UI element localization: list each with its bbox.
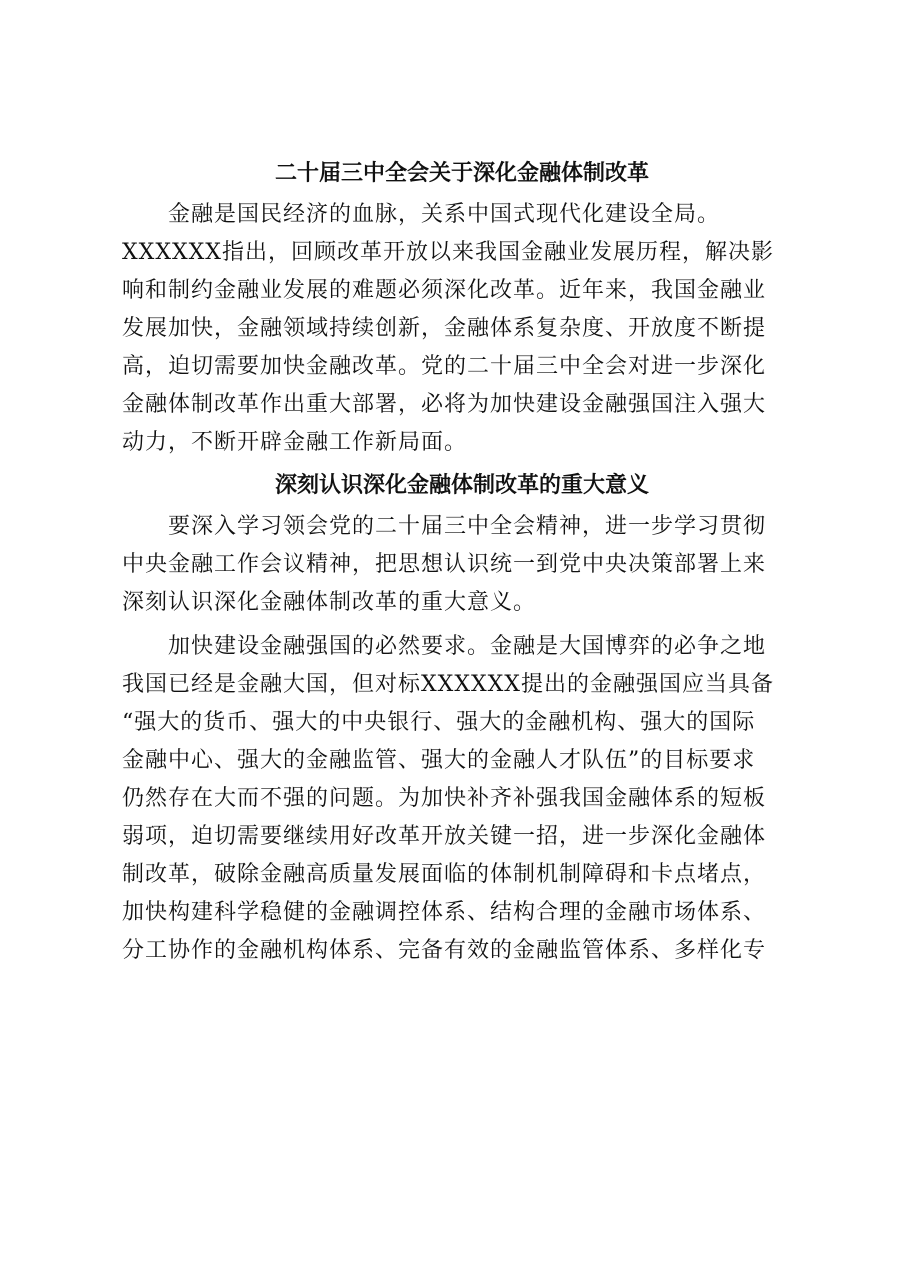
intro-line: 金融是国民经济的血脉，关系中国式现代化建设全局。 <box>168 202 721 227</box>
document-body <box>122 150 802 970</box>
intro-line: 金融体制改革作出重大部署，必将为加快建设金融强国注入强大 <box>122 392 767 417</box>
paragraph-line: 制改革，破除金融高质量发展面临的体制机制障碍和卡点堵点， <box>122 862 767 887</box>
paragraph-line: 仍然存在大而不强的问题。为加快补齐补强我国金融体系的短板 <box>122 786 767 811</box>
paragraph-line: 我国已经是金融大国，但对标XXXXXX提出的金融强国应当具备 <box>122 672 774 697</box>
paragraph-line: 中央金融工作会议精神，把思想认识统一到党中央决策部署上来 <box>122 552 767 577</box>
paragraph-line: 加快构建科学稳健的金融调控体系、结构合理的金融市场体系、 <box>122 900 767 925</box>
section-paragraph-2 <box>122 628 802 970</box>
intro-paragraph <box>122 196 802 462</box>
paragraph-line: 分工协作的金融机构体系、完备有效的金融监管体系、多样化专 <box>122 938 767 963</box>
document-title: 二十届三中全会关于深化金融体制改革 <box>274 160 649 186</box>
paragraph-line: 加快建设金融强国的必然要求。金融是大国博弈的必争之地 <box>168 634 767 659</box>
section-heading: 深刻认识深化金融体制改革的重大意义 <box>274 472 649 498</box>
paragraph-line: 要深入学习领会党的二十届三中全会精神，进一步学习贯彻 <box>168 514 767 539</box>
intro-line: XXXXXX指出，回顾改革开放以来我国金融业发展历程，解决影 <box>122 240 774 265</box>
paragraph-line: 弱项，迫切需要继续用好改革开放关键一招，进一步深化金融体 <box>122 824 767 849</box>
intro-line: 发展加快，金融领域持续创新，金融体系复杂度、开放度不断提 <box>122 316 767 341</box>
section-paragraph-1 <box>122 508 802 622</box>
paragraph-line: 深刻认识深化金融体制改革的重大意义。 <box>122 590 537 615</box>
intro-line: 响和制约金融业发展的难题必须深化改革。近年来，我国金融业 <box>122 278 767 303</box>
paragraph-line: 金融中心、强大的金融监管、强大的金融人才队伍”的目标要求 <box>122 748 756 773</box>
intro-line: 高，迫切需要加快金融改革。党的二十届三中全会对进一步深化 <box>122 354 767 379</box>
paragraph-line: “强大的货币、强大的中央银行、强大的金融机构、强大的国际 <box>122 710 756 735</box>
intro-line: 动力，不断开辟金融工作新局面。 <box>122 430 468 455</box>
